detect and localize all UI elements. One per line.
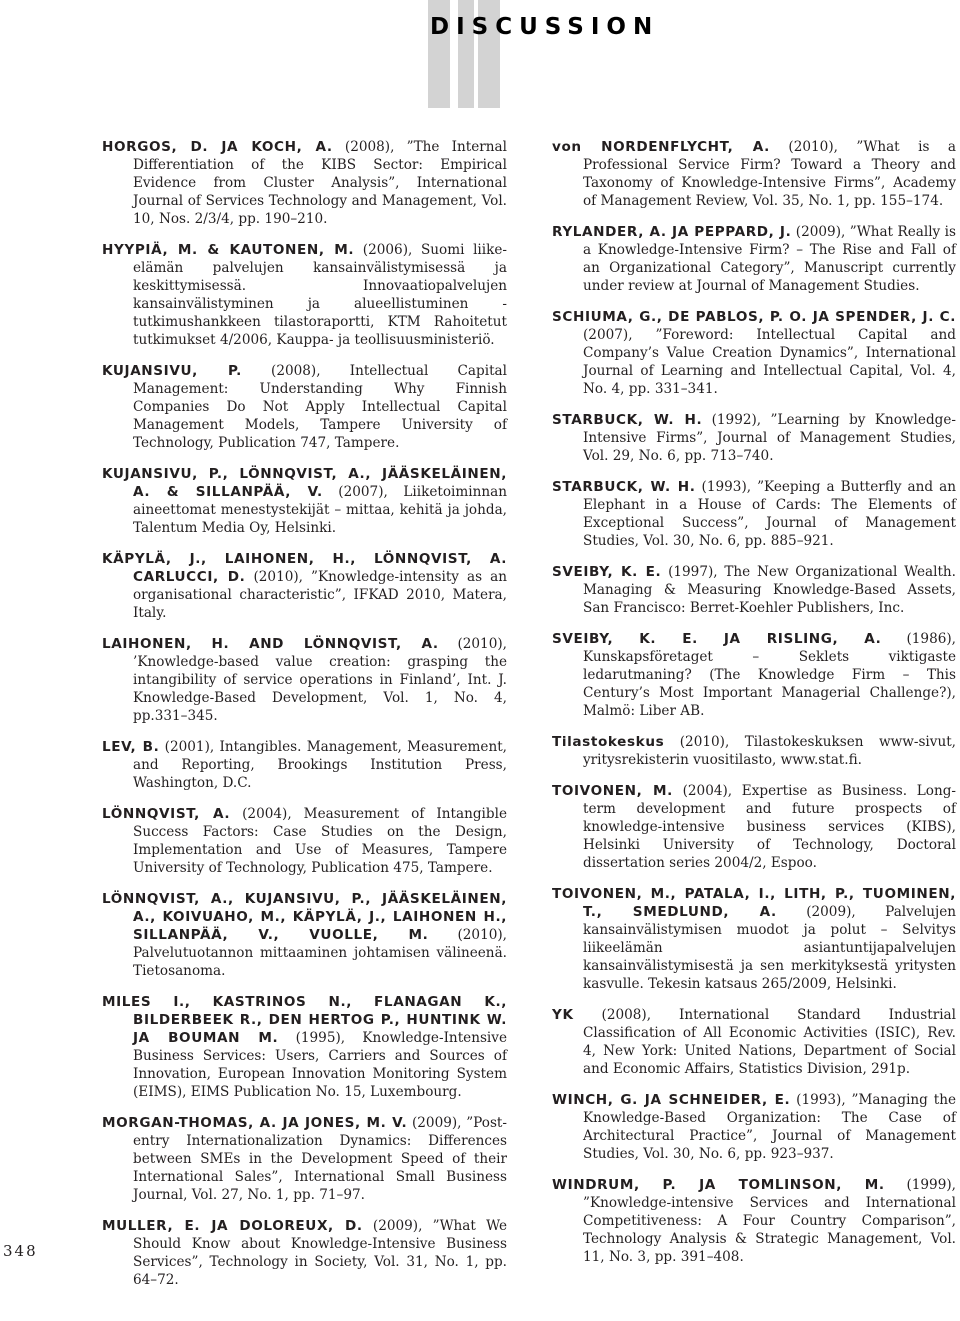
reference-entry (102, 241, 507, 349)
reference-text: (2009), Palvelujen kansainvälistymisen muodot ja polut – Selvitys liikeelämän asiantuntijapalvelujen kansainvälistymisestä ja sen merkityksestä yritysten kasvulle. Tekesin katsaus 265/2009, Helsinki. (583, 904, 956, 992)
reference-entry (102, 805, 507, 877)
reference-entry (552, 223, 956, 295)
reference-author: RYLANDER, A. JA PEPPARD, J. (552, 224, 792, 240)
reference-text: (2010), ”What is a Professional Service Firm? Toward a Theory and Taxonomy of Knowledge-Intensive Firms”, Academy of Management Review, Vol. 35, No. 1, pp. 155–174. (583, 139, 956, 209)
reference-entry (552, 885, 956, 993)
reference-author: LAIHONEN, H. AND LÖNNQVIST, A. (102, 636, 439, 652)
reference-author: SCHIUMA, G., DE PABLOS, P. O. JA SPENDER, J. C. (552, 309, 956, 325)
references-left-column (102, 138, 507, 1302)
reference-author: WINDRUM, P. JA TOMLINSON, M. (552, 1177, 885, 1193)
reference-entry (552, 733, 956, 769)
reference-text: (2008), Intellectual Capital Management: Understanding Why Finnish Companies Do Not Apply Intellectual Capital Management Models, Tampere University of Technology, Publication 747, Tampere. (133, 363, 507, 451)
reference-author: SVEIBY, K. E. JA RISLING, A. (552, 631, 882, 647)
reference-author: MORGAN-THOMAS, A. JA JONES, M. V. (102, 1115, 408, 1131)
reference-entry (552, 1006, 956, 1078)
reference-text: (2001), Intangibles. Management, Measurement, and Reporting, Brookings Institution Press, Washington, D.C. (133, 739, 507, 791)
reference-author: STARBUCK, W. H. (552, 479, 696, 495)
reference-author: MULLER, E. JA DOLOREUX, D. (102, 1218, 363, 1234)
reference-author: LEV, B. (102, 739, 160, 755)
reference-text: (2004), Measurement of Intangible Success Factors: Case Studies on the Design, Implementation and Use of Measures, Tampere University of Technology, Publication 475, Tampere. (133, 806, 508, 876)
page-number: 348 (3, 1242, 38, 1260)
reference-text: (2004), Expertise as Business. Long-term development and future prospects of knowledge-intensive business services (KIBS), Helsinki University of Technology, Doctoral dissertation series 2004/2, Espoo. (583, 783, 956, 871)
reference-entry (102, 138, 507, 228)
reference-author: HORGOS, D. JA KOCH, A. (102, 139, 333, 155)
reference-text: (2009), ”What Really is a Knowledge-Intensive Firm? – The Rise and Fall of an Organizational Category”, Manuscript currently under review at Journal of Management Studies. (583, 224, 957, 294)
reference-entry (102, 362, 507, 452)
reference-text: (1995), Knowledge-Intensive Business Services: Users, Carriers and Sources of Innovation, European Innovation Monitoring System (EIMS), EIMS Publication No. 15, Luxembourg. (133, 1030, 507, 1100)
reference-entry (552, 411, 956, 465)
reference-author: von NORDENFLYCHT, A. (552, 139, 770, 155)
reference-text: (2008), International Standard Industrial Classification of All Economic Activities (ISIC), Rev. 4, New York: United Nations, Department of Social and Economic Affairs, Statistics Division, 291p. (573, 1007, 956, 1077)
reference-text: (2008), ”The Internal Differentiation of the KIBS Sector: Empirical Evidence from Cluster Analysis”, International Journal of Services Technology and Management, Vol. 10, Nos. 2/3/4, pp. 190–210. (133, 139, 507, 227)
reference-entry (102, 1114, 507, 1204)
reference-text: (1986), Kunskapsföretaget – Seklets viktigaste ledarutmaning? (The Knowledge Firm – This Century’s Most Important Managerial Challenge?), Malmö: Liber AB. (583, 631, 956, 719)
reference-author: HYYPIÄ, M. & KAUTONEN, M. (102, 242, 355, 258)
reference-text: (2010), Palvelutuotannon mittaaminen johtamisen välineenä. Tietosanoma. (133, 927, 507, 979)
reference-text: (1993), ”Keeping a Butterfly and an Elephant in a House of Cards: The Elements of Exceptional Success”, Journal of Management Studies, Vol. 30, No. 6, pp. 885–921. (583, 479, 956, 549)
reference-entry (102, 550, 507, 622)
reference-author: KUJANSIVU, P., LÖNNQVIST, A., JÄÄSKELÄINEN, A. & SILLANPÄÄ, V. (102, 466, 507, 500)
reference-text: (2010), Tilastokeskuksen www-sivut, yritysrekisterin vuositilasto, www.stat.fi. (583, 734, 956, 768)
reference-text: (2010), ’Knowledge-based value creation: grasping the intangibility of service operations in Finland’, Int. J. Knowledge-Based Development, Vol. 1, No. 4, pp.331–345. (133, 636, 507, 724)
reference-author: Tilastokeskus (552, 734, 665, 750)
reference-author: LÖNNQVIST, A. (102, 806, 231, 822)
reference-entry (102, 465, 507, 537)
reference-entry (552, 782, 956, 872)
reference-entry (102, 890, 507, 980)
reference-entry (552, 1176, 956, 1266)
reference-entry (552, 563, 956, 617)
reference-author: TOIVONEN, M., PATALA, I., LITH, P., TUOMINEN, T., SMEDLUND, A. (552, 886, 956, 920)
reference-author: KUJANSIVU, P. (102, 363, 242, 379)
reference-text: (1999), ”Knowledge-intensive Services and International Competitiveness: A Four Country Comparison”, Technology Analysis & Strategic Management, Vol. 11, No. 3, pp. 391–408. (583, 1177, 956, 1265)
reference-entry (552, 308, 956, 398)
reference-text: (2006), Suomi liike-elämän palvelujen kansainvälistymisessä ja keskittymisessä. Innovaatiopalvelujen kansainvälistyminen ja alueellistuminen -tutkimushankkeen tilastoraportti, KTM Rahoitetut tutkimukset 4/2006, Kauppa- ja teollisuusministeriö. (133, 242, 507, 348)
reference-entry (552, 138, 956, 210)
reference-entry (552, 630, 956, 720)
reference-author: WINCH, G. JA SCHNEIDER, E. (552, 1092, 791, 1108)
reference-author: YK (552, 1007, 574, 1023)
reference-entry (102, 993, 507, 1101)
reference-entry (102, 738, 507, 792)
reference-author: SVEIBY, K. E. (552, 564, 662, 580)
reference-text: (2009), ”Post-entry Internationalization Dynamics: Differences between SMEs in the Development Speed of their International Sales”, International Small Business Journal, Vol. 27, No. 1, pp. 71–97. (133, 1115, 507, 1203)
reference-text: (1997), The New Organizational Wealth. Managing & Measuring Knowledge-Based Assets, San Francisco: Berret-Koehler Publishers, Inc. (583, 564, 956, 616)
reference-author: LÖNNQVIST, A., KUJANSIVU, P., JÄÄSKELÄINEN, A., KOIVUAHO, M., KÄPYLÄ, J., LAIHONEN H., SILLANPÄÄ, V., VUOLLE, M. (102, 891, 507, 943)
section-title: DISCUSSION (430, 14, 660, 40)
references-right-column (552, 138, 956, 1279)
reference-text: (2010), ”Knowledge-intensity as an organisational characteristic”, IFKAD 2010, Matera, Italy. (133, 569, 507, 621)
reference-text: (2007), ”Foreword: Intellectual Capital and Company’s Value Creation Dynamics”, International Journal of Learning and Intellectual Capital, Vol. 4, No. 4, pp. 331–341. (583, 327, 956, 397)
reference-text: (1992), ”Learning by Knowledge-Intensive Firms”, Journal of Management Studies, Vol. 29, No. 6, pp. 713–740. (583, 412, 956, 464)
reference-text: (1993), ”Managing the Knowledge-Based Organization: The Case of Architectural Practice”, Journal of Management Studies, Vol. 30, No. 6, pp. 923–937. (583, 1092, 956, 1162)
reference-author: KÄPYLÄ, J., LAIHONEN, H., LÖNNQVIST, A. CARLUCCI, D. (102, 551, 507, 585)
reference-entry (552, 478, 956, 550)
reference-author: TOIVONEN, M. (552, 783, 673, 799)
reference-text: (2009), ”What We Should Know about Knowledge-Intensive Business Services”, Technology in Society, Vol. 31, No. 1, pp. 64–72. (133, 1218, 508, 1288)
reference-author: MILES I., KASTRINOS N., FLANAGAN K., BILDERBEEK R., DEN HERTOG P., HUNTINK W. JA BOUMAN M. (102, 994, 507, 1046)
reference-entry (552, 1091, 956, 1163)
reference-author: STARBUCK, W. H. (552, 412, 703, 428)
reference-entry (102, 635, 507, 725)
reference-text: (2007), Liiketoiminnan aineettomat menestystekijät – mittaa, kehitä ja johda, Talentum Media Oy, Helsinki. (133, 484, 507, 536)
reference-entry (102, 1217, 507, 1289)
